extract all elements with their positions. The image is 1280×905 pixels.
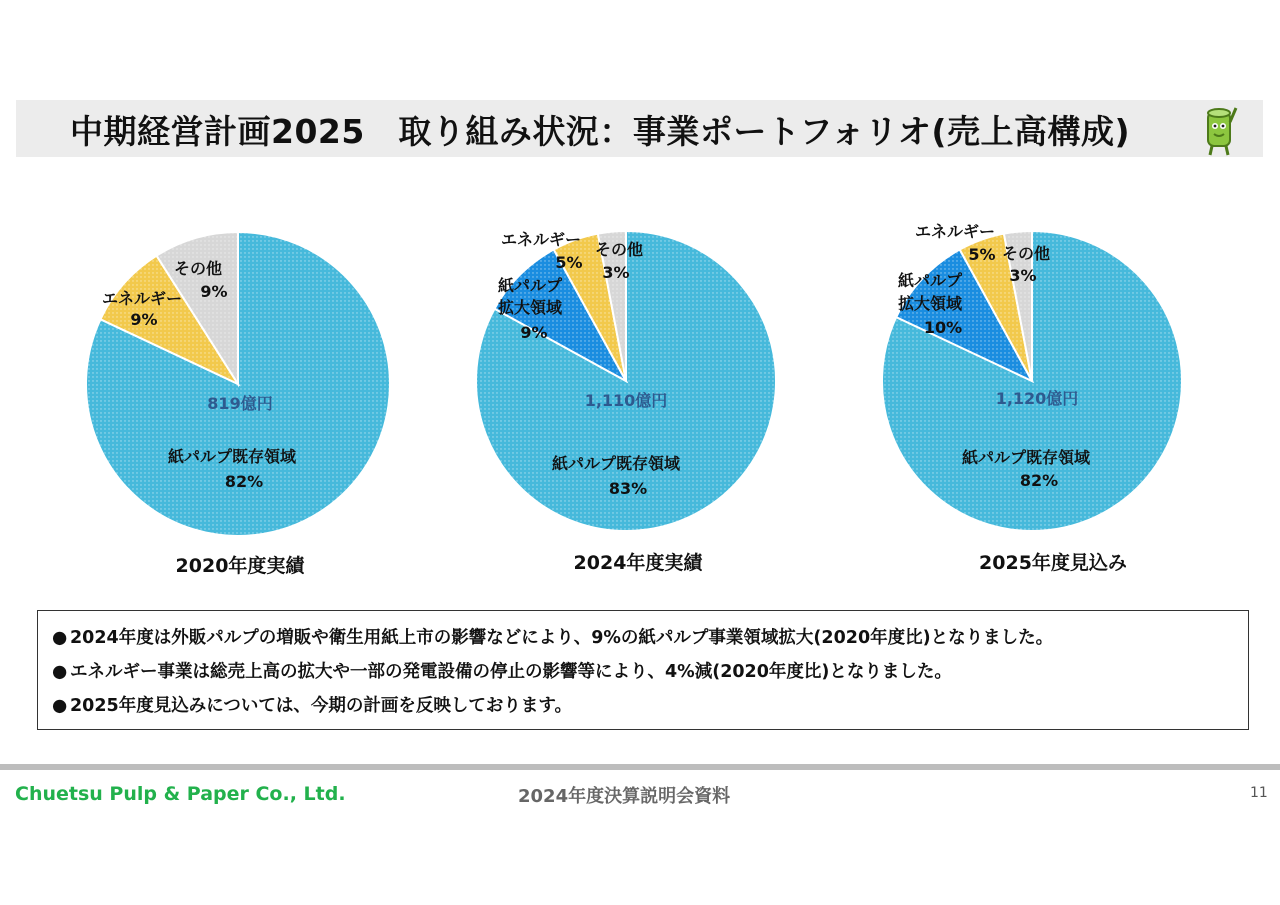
slice-label: その他 (594, 240, 644, 259)
slice-label: その他 (173, 259, 223, 278)
slice-label: エネルギー (101, 289, 183, 308)
slice-percent: 9% (130, 310, 158, 329)
sales-amount: 1,110億円 (584, 391, 668, 410)
slice-percent: 83% (608, 479, 648, 498)
slice-label: 紙パルプ (497, 276, 563, 295)
slice-percent: 82% (1019, 471, 1059, 490)
note-text: 2025年度見込みについては、今期の計画を反映しております。 (70, 696, 572, 716)
slice-percent: 3% (602, 263, 630, 282)
company-name: Chuetsu Pulp & Paper Co., Ltd. (15, 783, 346, 805)
slice-percent: 3% (1009, 266, 1037, 285)
note-item (52, 689, 1234, 723)
slice-percent: 9% (520, 323, 548, 342)
notes-box (37, 610, 1249, 730)
slice-percent: 5% (968, 245, 996, 264)
slice-label: 紙パルプ既存領域 (167, 447, 297, 466)
slice-percent: 10% (923, 318, 963, 337)
slice-label: エネルギー (500, 230, 582, 249)
slice-percent: 5% (555, 253, 583, 272)
page-title: 中期経営計画2025 取り組み状況：事業ポートフォリオ(売上高構成) (70, 112, 1131, 151)
slice-label: 拡大領域 (497, 298, 563, 317)
note-item (52, 621, 1234, 655)
bullet-icon: ● (52, 662, 68, 682)
slice-label: エネルギー (914, 222, 996, 241)
slice-percent: 9% (200, 282, 228, 301)
slice-label: 紙パルプ (897, 271, 963, 290)
slice-label: 紙パルプ既存領域 (961, 448, 1091, 467)
note-item (52, 655, 1234, 689)
sales-amount: 819億円 (207, 394, 273, 413)
page-number: 11 (1250, 785, 1268, 801)
slice-percent: 82% (224, 472, 264, 491)
chart-caption: 2025年度見込み (979, 552, 1127, 574)
sales-amount: 1,120億円 (995, 389, 1079, 408)
document-title: 2024年度決算説明会資料 (518, 786, 731, 807)
slice-label: 紙パルプ既存領域 (551, 454, 681, 473)
bullet-icon: ● (52, 628, 68, 648)
note-text: 2024年度は外販パルプの増販や衛生用紙上市の影響などにより、9%の紙パルプ事業領域拡大(2020年度比)となりました。 (70, 628, 1054, 648)
chart-caption: 2024年度実績 (573, 552, 703, 574)
slice-label: その他 (1001, 244, 1051, 263)
slice-label: 拡大領域 (897, 294, 963, 313)
chart-caption: 2020年度実績 (175, 555, 305, 577)
bullet-icon: ● (52, 696, 68, 716)
note-text: エネルギー事業は総売上高の拡大や一部の発電設備の停止の影響等により、4%減(2020年度比)となりました。 (70, 662, 952, 682)
footer-divider (0, 764, 1280, 770)
